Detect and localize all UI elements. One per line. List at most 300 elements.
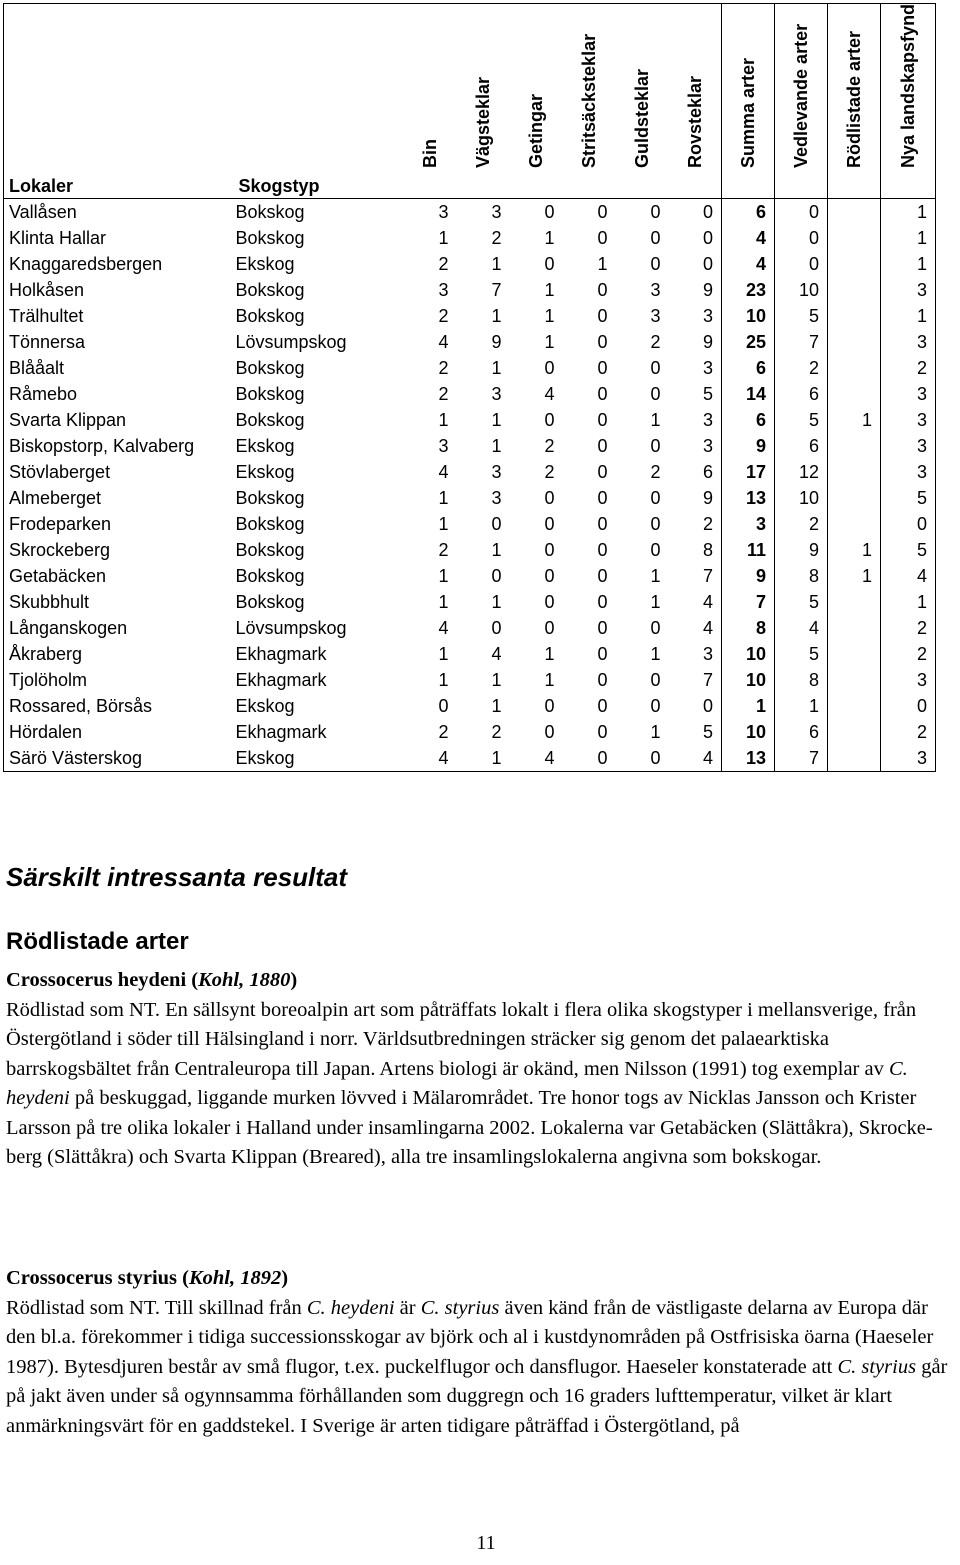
- header-bin: Bin: [404, 4, 457, 199]
- body-text: på beskuggad, liggande murken lövved i Mälarområdet. Tre honor togs av Nicklas Jansson och Krister Larsson på tre olika lokaler i Halland under insamlingarna 2002. Lokalerna var Getabäcken (Slättåkra), Skrocke-berg (Slättåkra) och Svarta Klippan (Breared), alla tre insamlingslokalerna angivna som bokskogar.: [6, 1087, 933, 1168]
- cell-rovsteklar: 9: [702, 280, 713, 300]
- cell-lokal: Holkåsen: [4, 277, 234, 303]
- cell-stritsacksteklar: 0: [597, 384, 608, 404]
- cell-rodlistade-arter: [828, 355, 881, 381]
- table-row: [4, 303, 936, 329]
- cell-getingar: 1: [544, 644, 555, 664]
- table-row: [4, 537, 936, 563]
- cell-bin: 0: [438, 696, 449, 716]
- cell-skogstyp: Lövsumpskog: [235, 618, 347, 638]
- table-row: [4, 355, 936, 381]
- cell-rodlistade-arter: 1: [828, 537, 881, 563]
- cell-getingar: 0: [544, 540, 555, 560]
- cell-vedlevande-arter: 7: [775, 329, 828, 355]
- cell-getingar: 1: [544, 228, 555, 248]
- species-table: [3, 3, 936, 772]
- section-subheading: Rödlistade arter: [6, 928, 189, 955]
- cell-bin: 1: [438, 670, 449, 690]
- table-row: [4, 693, 936, 719]
- cell-getingar: 0: [510, 199, 563, 226]
- cell-getingar: 0: [544, 254, 555, 274]
- header-summa-arter: Summa arter: [722, 4, 775, 199]
- species-author: (Kohl, 1892): [182, 1267, 289, 1289]
- section-heading: Särskilt intressanta resultat: [6, 862, 348, 892]
- cell-summa-arter: 13: [722, 485, 775, 511]
- cell-guldsteklar: 2: [650, 332, 661, 352]
- cell-nya-landskapsfynd: 3: [881, 459, 936, 485]
- cell-lokal: Rossared, Börsås: [4, 693, 234, 719]
- cell-skogstyp: Bokskog: [235, 566, 305, 586]
- cell-stritsacksteklar: 0: [597, 332, 608, 352]
- cell-vagsteklar: 1: [491, 410, 502, 430]
- cell-bin: 1: [438, 488, 449, 508]
- cell-rovsteklar: 2: [702, 514, 713, 534]
- cell-vagsteklar: 1: [491, 254, 502, 274]
- cell-skogstyp: Bokskog: [234, 199, 404, 226]
- cell-stritsacksteklar: 0: [597, 358, 608, 378]
- cell-vagsteklar: 1: [491, 306, 502, 326]
- cell-rodlistade-arter: [828, 511, 881, 537]
- cell-rodlistade-arter: [828, 251, 881, 277]
- cell-vagsteklar: 3: [491, 488, 502, 508]
- cell-skogstyp: Ekhagmark: [235, 670, 327, 690]
- cell-skogstyp: Ekskog: [235, 696, 295, 716]
- cell-skogstyp: Ekhagmark: [235, 644, 327, 664]
- species-author: (Kohl, 1880): [191, 969, 298, 991]
- cell-nya-landskapsfynd: 1: [881, 251, 936, 277]
- cell-bin: 1: [438, 644, 449, 664]
- cell-getingar: 1: [544, 306, 555, 326]
- table-row: [4, 459, 936, 485]
- cell-vedlevande-arter: 5: [775, 303, 828, 329]
- cell-rovsteklar: 9: [702, 332, 713, 352]
- cell-rovsteklar: 3: [702, 436, 713, 456]
- cell-guldsteklar: 0: [650, 618, 661, 638]
- cell-rovsteklar: 0: [702, 228, 713, 248]
- cell-vagsteklar: 1: [491, 696, 502, 716]
- cell-stritsacksteklar: 0: [563, 745, 616, 772]
- cell-vagsteklar: 3: [491, 384, 502, 404]
- cell-vedlevande-arter: 2: [775, 511, 828, 537]
- cell-nya-landskapsfynd: 3: [881, 667, 936, 693]
- cell-guldsteklar: 1: [650, 722, 661, 742]
- cell-bin: 4: [438, 618, 449, 638]
- species-entry-heydeni: [6, 966, 956, 1173]
- table-row: [4, 615, 936, 641]
- cell-lokal: Blååalt: [4, 355, 234, 381]
- cell-nya-landskapsfynd: 5: [881, 537, 936, 563]
- cell-guldsteklar: 0: [650, 488, 661, 508]
- cell-rovsteklar: 4: [702, 592, 713, 612]
- table-row: [4, 745, 936, 772]
- table-row: [4, 433, 936, 459]
- cell-skogstyp: Bokskog: [235, 280, 305, 300]
- cell-summa-arter: 9: [722, 563, 775, 589]
- cell-rovsteklar: 5: [702, 722, 713, 742]
- cell-vedlevande-arter: 9: [775, 537, 828, 563]
- cell-getingar: 2: [544, 436, 555, 456]
- species-abbrev: C. heydeni: [6, 1057, 908, 1109]
- cell-nya-landskapsfynd: 3: [881, 745, 936, 772]
- header-skogstyp: Skogstyp: [234, 4, 404, 199]
- cell-vedlevande-arter: 5: [775, 641, 828, 667]
- cell-getingar: 0: [544, 696, 555, 716]
- cell-vedlevande-arter: 2: [775, 355, 828, 381]
- header-rovsteklar: Rovsteklar: [669, 4, 722, 199]
- table-row: [4, 199, 936, 226]
- cell-vedlevande-arter: 0: [775, 251, 828, 277]
- cell-stritsacksteklar: 0: [563, 199, 616, 226]
- species-abbrev: C. heydeni: [306, 1296, 395, 1319]
- cell-stritsacksteklar: 0: [597, 540, 608, 560]
- cell-vagsteklar: 3: [457, 199, 510, 226]
- cell-rovsteklar: 0: [669, 199, 722, 226]
- cell-lokal: Trälhultet: [4, 303, 234, 329]
- cell-rodlistade-arter: [828, 277, 881, 303]
- cell-guldsteklar: 0: [650, 670, 661, 690]
- cell-nya-landskapsfynd: 0: [881, 511, 936, 537]
- cell-rodlistade-arter: [828, 719, 881, 745]
- cell-guldsteklar: 2: [650, 462, 661, 482]
- table-row: [4, 719, 936, 745]
- cell-rodlistade-arter: [828, 615, 881, 641]
- cell-guldsteklar: 0: [650, 228, 661, 248]
- cell-rodlistade-arter: [828, 303, 881, 329]
- cell-vedlevande-arter: 8: [775, 563, 828, 589]
- body-text: Rödlistad som NT. Till skillnad från: [6, 1296, 307, 1319]
- header-lokaler: Lokaler: [4, 4, 234, 199]
- cell-stritsacksteklar: 0: [597, 592, 608, 612]
- cell-vagsteklar: 1: [457, 745, 510, 772]
- cell-rodlistade-arter: [828, 589, 881, 615]
- cell-getingar: 1: [544, 670, 555, 690]
- cell-bin: 1: [438, 566, 449, 586]
- cell-rovsteklar: 4: [702, 618, 713, 638]
- cell-vedlevande-arter: 12: [775, 459, 828, 485]
- table-row: [4, 225, 936, 251]
- cell-bin: 1: [438, 228, 449, 248]
- cell-stritsacksteklar: 0: [597, 228, 608, 248]
- cell-summa-arter: 13: [722, 745, 775, 772]
- cell-summa-arter: 9: [722, 433, 775, 459]
- body-text: går på jakt även under så ogynnsamma förhållanden som duggregn och 16 graders lufttemperatur, vilket är klart anmärkningsvärt för en gaddstekel. I Sverige är arten tidigare påträffad i Östergötland, på: [6, 1355, 948, 1437]
- cell-summa-arter: 8: [722, 615, 775, 641]
- cell-skogstyp: Bokskog: [235, 306, 305, 326]
- cell-bin: 1: [438, 410, 449, 430]
- cell-stritsacksteklar: 0: [597, 488, 608, 508]
- body-text: är: [394, 1296, 421, 1319]
- cell-guldsteklar: 1: [650, 410, 661, 430]
- cell-lokal: Råmebo: [4, 381, 234, 407]
- cell-lokal: Långanskogen: [4, 615, 234, 641]
- table-row: [4, 641, 936, 667]
- cell-nya-landskapsfynd: 2: [881, 355, 936, 381]
- cell-vedlevande-arter: 6: [775, 719, 828, 745]
- cell-vedlevande-arter: 5: [775, 589, 828, 615]
- cell-getingar: 0: [544, 566, 555, 586]
- cell-nya-landskapsfynd: 1: [881, 199, 936, 226]
- cell-vagsteklar: 1: [491, 592, 502, 612]
- cell-guldsteklar: 0: [650, 540, 661, 560]
- cell-summa-arter: 14: [722, 381, 775, 407]
- cell-vedlevande-arter: 6: [775, 433, 828, 459]
- cell-getingar: 0: [544, 514, 555, 534]
- cell-guldsteklar: 0: [650, 514, 661, 534]
- cell-bin: 2: [438, 384, 449, 404]
- cell-lokal: Åkraberg: [4, 641, 234, 667]
- cell-summa-arter: 10: [722, 303, 775, 329]
- species-body: [6, 999, 933, 1169]
- cell-skogstyp: Bokskog: [235, 540, 305, 560]
- cell-summa-arter: 4: [722, 225, 775, 251]
- header-vagsteklar: Vägsteklar: [457, 4, 510, 199]
- cell-lokal: Stövlaberget: [4, 459, 234, 485]
- cell-stritsacksteklar: 0: [597, 670, 608, 690]
- table-row: [4, 485, 936, 511]
- cell-getingar: 0: [544, 592, 555, 612]
- cell-guldsteklar: 0: [616, 745, 669, 772]
- cell-vedlevande-arter: 10: [775, 485, 828, 511]
- cell-rodlistade-arter: [828, 225, 881, 251]
- cell-rodlistade-arter: [828, 641, 881, 667]
- cell-vagsteklar: 9: [491, 332, 502, 352]
- cell-summa-arter: 10: [722, 719, 775, 745]
- cell-bin: 2: [438, 722, 449, 742]
- cell-summa-arter: 6: [722, 407, 775, 433]
- cell-getingar: 0: [544, 488, 555, 508]
- cell-bin: 2: [438, 306, 449, 326]
- cell-guldsteklar: 1: [650, 566, 661, 586]
- cell-getingar: 2: [544, 462, 555, 482]
- table-row: [4, 251, 936, 277]
- cell-rodlistade-arter: [828, 693, 881, 719]
- cell-vagsteklar: 0: [491, 618, 502, 638]
- cell-vagsteklar: 4: [491, 644, 502, 664]
- cell-rodlistade-arter: [828, 667, 881, 693]
- table-row: [4, 563, 936, 589]
- cell-stritsacksteklar: 0: [597, 462, 608, 482]
- cell-summa-arter: 25: [722, 329, 775, 355]
- cell-vedlevande-arter: 1: [775, 693, 828, 719]
- cell-rovsteklar: 6: [702, 462, 713, 482]
- cell-getingar: 1: [544, 332, 555, 352]
- header-getingar: Getingar: [510, 4, 563, 199]
- cell-stritsacksteklar: 0: [597, 306, 608, 326]
- cell-rovsteklar: 7: [702, 670, 713, 690]
- cell-summa-arter: 10: [722, 641, 775, 667]
- cell-stritsacksteklar: 0: [597, 514, 608, 534]
- cell-vagsteklar: 1: [491, 436, 502, 456]
- cell-guldsteklar: 0: [616, 199, 669, 226]
- cell-stritsacksteklar: 0: [597, 618, 608, 638]
- cell-rodlistade-arter: [828, 745, 881, 772]
- cell-rovsteklar: 8: [702, 540, 713, 560]
- cell-lokal: Hördalen: [4, 719, 234, 745]
- cell-guldsteklar: 3: [650, 280, 661, 300]
- cell-vagsteklar: 1: [491, 670, 502, 690]
- cell-lokal: Särö Västerskog: [4, 745, 234, 772]
- table-body: [4, 199, 936, 772]
- cell-rodlistade-arter: [828, 485, 881, 511]
- cell-bin: 3: [438, 280, 449, 300]
- cell-lokal: Skubbhult: [4, 589, 234, 615]
- cell-nya-landskapsfynd: 3: [881, 277, 936, 303]
- cell-lokal: Tönnersa: [4, 329, 234, 355]
- cell-nya-landskapsfynd: 3: [881, 381, 936, 407]
- cell-stritsacksteklar: 0: [597, 722, 608, 742]
- cell-getingar: 1: [544, 280, 555, 300]
- species-body: [6, 1297, 947, 1437]
- cell-getingar: 0: [544, 358, 555, 378]
- cell-getingar: 0: [544, 722, 555, 742]
- cell-guldsteklar: 1: [650, 592, 661, 612]
- cell-skogstyp: Bokskog: [235, 592, 305, 612]
- cell-summa-arter: 4: [722, 251, 775, 277]
- species-name: Crossocerus heydeni: [6, 969, 187, 991]
- cell-lokal: Knaggaredsbergen: [4, 251, 234, 277]
- table-row: [4, 381, 936, 407]
- cell-skogstyp: Lövsumpskog: [235, 332, 347, 352]
- cell-lokal: Tjolöholm: [4, 667, 234, 693]
- cell-getingar: 0: [544, 618, 555, 638]
- cell-rovsteklar: 4: [669, 745, 722, 772]
- cell-nya-landskapsfynd: 3: [881, 329, 936, 355]
- cell-nya-landskapsfynd: 4: [881, 563, 936, 589]
- cell-skogstyp: Bokskog: [235, 358, 305, 378]
- cell-skogstyp: Ekskog: [235, 436, 295, 456]
- cell-guldsteklar: 0: [650, 436, 661, 456]
- table-row: [4, 667, 936, 693]
- table-row: [4, 589, 936, 615]
- cell-summa-arter: 1: [722, 693, 775, 719]
- species-name: Crossocerus styrius: [6, 1267, 178, 1289]
- cell-vedlevande-arter: 5: [775, 407, 828, 433]
- cell-rovsteklar: 0: [702, 696, 713, 716]
- cell-summa-arter: 6: [722, 199, 775, 226]
- cell-stritsacksteklar: 0: [597, 410, 608, 430]
- header-stritsacksteklar: Stritsäcksteklar: [563, 4, 616, 199]
- cell-bin: 2: [438, 540, 449, 560]
- header-nya-landskapsfynd: Nya landskapsfynd: [881, 4, 936, 199]
- cell-lokal: Skrockeberg: [4, 537, 234, 563]
- cell-rodlistade-arter: [828, 459, 881, 485]
- cell-rodlistade-arter: [828, 381, 881, 407]
- cell-stritsacksteklar: 1: [597, 254, 608, 274]
- cell-bin: 1: [438, 592, 449, 612]
- cell-skogstyp: Bokskog: [235, 410, 305, 430]
- cell-lokal: Frodeparken: [4, 511, 234, 537]
- cell-stritsacksteklar: 0: [597, 566, 608, 586]
- header-guldsteklar: Guldsteklar: [616, 4, 669, 199]
- cell-stritsacksteklar: 0: [597, 436, 608, 456]
- cell-skogstyp: Bokskog: [235, 384, 305, 404]
- cell-vedlevande-arter: 0: [775, 225, 828, 251]
- cell-bin: 4: [438, 462, 449, 482]
- cell-vagsteklar: 1: [491, 358, 502, 378]
- cell-guldsteklar: 0: [650, 696, 661, 716]
- cell-rodlistade-arter: [828, 433, 881, 459]
- cell-nya-landskapsfynd: 2: [881, 719, 936, 745]
- cell-bin: 4: [404, 745, 457, 772]
- cell-guldsteklar: 0: [650, 384, 661, 404]
- species-abbrev: C. styrius: [837, 1355, 917, 1378]
- cell-bin: 3: [438, 436, 449, 456]
- header-rodlistade-arter: Rödlistade arter: [828, 4, 881, 199]
- cell-vedlevande-arter: 10: [775, 277, 828, 303]
- table-row: [4, 329, 936, 355]
- cell-rovsteklar: 9: [702, 488, 713, 508]
- cell-stritsacksteklar: 0: [597, 644, 608, 664]
- cell-nya-landskapsfynd: 3: [881, 433, 936, 459]
- cell-rodlistade-arter: [828, 329, 881, 355]
- cell-rovsteklar: 7: [702, 566, 713, 586]
- cell-vedlevande-arter: 6: [775, 381, 828, 407]
- cell-bin: 3: [404, 199, 457, 226]
- cell-vedlevande-arter: 4: [775, 615, 828, 641]
- cell-vagsteklar: 0: [491, 514, 502, 534]
- species-abbrev: C. styrius: [420, 1296, 500, 1319]
- cell-skogstyp: Ekskog: [234, 745, 404, 772]
- cell-skogstyp: Ekskog: [235, 254, 295, 274]
- cell-rovsteklar: 3: [702, 358, 713, 378]
- cell-vagsteklar: 0: [491, 566, 502, 586]
- cell-summa-arter: 17: [722, 459, 775, 485]
- cell-vedlevande-arter: 7: [775, 745, 828, 772]
- cell-bin: 1: [438, 514, 449, 534]
- cell-summa-arter: 23: [722, 277, 775, 303]
- cell-vagsteklar: 2: [491, 722, 502, 742]
- cell-summa-arter: 6: [722, 355, 775, 381]
- table-row: [4, 511, 936, 537]
- cell-bin: 2: [438, 358, 449, 378]
- cell-nya-landskapsfynd: 3: [881, 407, 936, 433]
- species-entry-styrius: [6, 1264, 956, 1441]
- cell-bin: 2: [438, 254, 449, 274]
- cell-skogstyp: Bokskog: [235, 514, 305, 534]
- body-text: Rödlistad som NT. En sällsynt boreoalpin art som påträffats lokalt i flera olika skogstyper i mellansverige, från Östergötland i söder till Hälsingland i norr. Världsutbredningen sträcker sig genom det palaearktiska barrskogsbältet från Centraleuropa till Japan. Artens biologi är okänd, men Nilsson (1991) tog exemplar av: [6, 998, 917, 1080]
- cell-nya-landskapsfynd: 1: [881, 589, 936, 615]
- cell-nya-landskapsfynd: 5: [881, 485, 936, 511]
- cell-skogstyp: Ekhagmark: [235, 722, 327, 742]
- cell-nya-landskapsfynd: 2: [881, 615, 936, 641]
- body-text: även känd från de västligaste delarna av Europa där den bl.a. förekommer i tidiga successionsskogar av björk och al i kustdynområden på Ostfrisiska öarna (Haeseler 1987). Bytesdjuren består av små flugor, t.ex. puckelflugor och dansflugor. Haeseler konstaterade att: [6, 1296, 934, 1378]
- cell-nya-landskapsfynd: 0: [881, 693, 936, 719]
- cell-vagsteklar: 1: [491, 540, 502, 560]
- cell-rovsteklar: 0: [702, 254, 713, 274]
- cell-vagsteklar: 2: [491, 228, 502, 248]
- cell-vagsteklar: 7: [491, 280, 502, 300]
- cell-getingar: 4: [510, 745, 563, 772]
- table-header-row: [4, 4, 936, 199]
- cell-vedlevande-arter: 0: [775, 199, 828, 226]
- cell-rodlistade-arter: [828, 199, 881, 226]
- table-row: [4, 277, 936, 303]
- cell-getingar: 0: [544, 410, 555, 430]
- cell-vagsteklar: 3: [491, 462, 502, 482]
- cell-skogstyp: Bokskog: [235, 488, 305, 508]
- cell-stritsacksteklar: 0: [597, 696, 608, 716]
- table-row: [4, 407, 936, 433]
- cell-rovsteklar: 3: [702, 306, 713, 326]
- cell-rodlistade-arter: 1: [828, 407, 881, 433]
- cell-rovsteklar: 5: [702, 384, 713, 404]
- cell-summa-arter: 10: [722, 667, 775, 693]
- cell-rovsteklar: 3: [702, 644, 713, 664]
- cell-lokal: Biskopstorp, Kalvaberg: [4, 433, 234, 459]
- cell-nya-landskapsfynd: 1: [881, 225, 936, 251]
- cell-rovsteklar: 3: [702, 410, 713, 430]
- cell-lokal: Svarta Klippan: [4, 407, 234, 433]
